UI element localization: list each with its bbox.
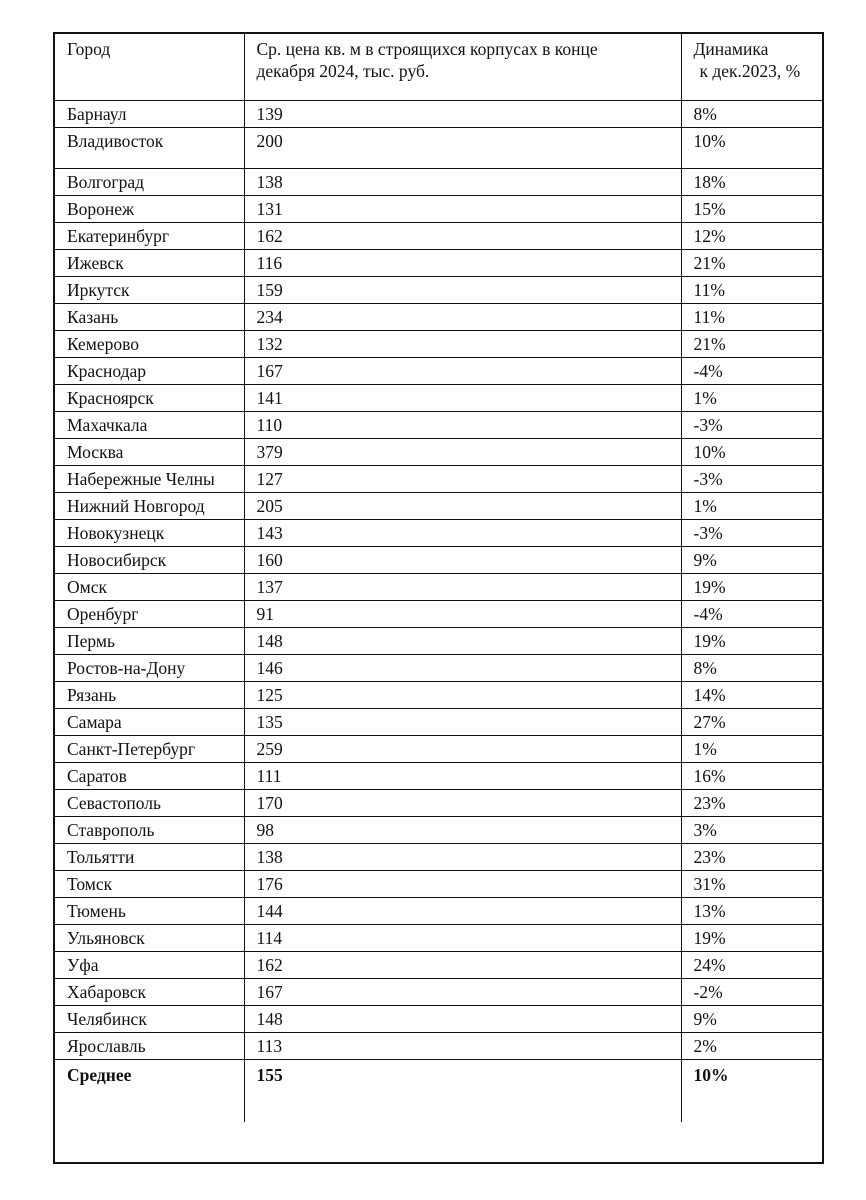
table-row xyxy=(55,168,822,195)
cell-price: 141 xyxy=(244,384,681,411)
header-change xyxy=(681,34,822,100)
cell-city: Омск xyxy=(55,573,244,600)
cell-price: 170 xyxy=(244,789,681,816)
cell-city: Самара xyxy=(55,708,244,735)
table-row xyxy=(55,789,822,816)
table-row xyxy=(55,654,822,681)
cell-change: 24% xyxy=(681,951,822,978)
cell-city: Санкт-Петербург xyxy=(55,735,244,762)
cell-city: Махачкала xyxy=(55,411,244,438)
cell-price: 91 xyxy=(244,600,681,627)
cell-price: 234 xyxy=(244,303,681,330)
cell-price: 148 xyxy=(244,627,681,654)
cell-price: 138 xyxy=(244,168,681,195)
cell-price: 162 xyxy=(244,951,681,978)
cell-city: Челябинск xyxy=(55,1005,244,1032)
table-row xyxy=(55,276,822,303)
cell-price: 143 xyxy=(244,519,681,546)
table-row xyxy=(55,100,822,127)
cell-change: 19% xyxy=(681,627,822,654)
table-row xyxy=(55,843,822,870)
table-row xyxy=(55,600,822,627)
cell-change: 10% xyxy=(681,438,822,465)
table-row xyxy=(55,681,822,708)
cell-price: 200 xyxy=(244,127,681,168)
cell-city: Уфа xyxy=(55,951,244,978)
cell-city: Барнаул xyxy=(55,100,244,127)
cell-city: Пермь xyxy=(55,627,244,654)
cell-price: 131 xyxy=(244,195,681,222)
cell-change: 8% xyxy=(681,654,822,681)
cell-city: Тюмень xyxy=(55,897,244,924)
table-row xyxy=(55,384,822,411)
cell-change: -3% xyxy=(681,519,822,546)
table-row xyxy=(55,465,822,492)
table-row xyxy=(55,627,822,654)
cell-price: 144 xyxy=(244,897,681,924)
cell-price: 114 xyxy=(244,924,681,951)
cell-city: Ярославль xyxy=(55,1032,244,1059)
cell-change: -3% xyxy=(681,411,822,438)
cell-city: Саратов xyxy=(55,762,244,789)
cell-change: 19% xyxy=(681,924,822,951)
cell-price: 135 xyxy=(244,708,681,735)
table-header-row xyxy=(55,34,822,100)
table-row xyxy=(55,357,822,384)
average-row xyxy=(55,1059,822,1122)
cell-change: 13% xyxy=(681,897,822,924)
cell-price: 205 xyxy=(244,492,681,519)
cell-change: -4% xyxy=(681,600,822,627)
cell-price: 259 xyxy=(244,735,681,762)
cell-price: 167 xyxy=(244,357,681,384)
table-row xyxy=(55,951,822,978)
cell-change: 31% xyxy=(681,870,822,897)
cell-price: 113 xyxy=(244,1032,681,1059)
cell-city: Ставрополь xyxy=(55,816,244,843)
cell-price: 176 xyxy=(244,870,681,897)
cell-change: 27% xyxy=(681,708,822,735)
cell-city: Владивосток xyxy=(55,127,244,168)
cell-city: Новосибирск xyxy=(55,546,244,573)
cell-price: 167 xyxy=(244,978,681,1005)
cell-change: -4% xyxy=(681,357,822,384)
table-row xyxy=(55,127,822,168)
cell-price: 148 xyxy=(244,1005,681,1032)
cell-price: 139 xyxy=(244,100,681,127)
table-row xyxy=(55,519,822,546)
cell-price: 125 xyxy=(244,681,681,708)
cell-change: 2% xyxy=(681,1032,822,1059)
cell-city: Иркутск xyxy=(55,276,244,303)
cell-city: Нижний Новгород xyxy=(55,492,244,519)
table-row xyxy=(55,735,822,762)
cell-city: Ростов-на-Дону xyxy=(55,654,244,681)
cell-city: Красноярск xyxy=(55,384,244,411)
table-row xyxy=(55,195,822,222)
cell-city: Москва xyxy=(55,438,244,465)
cell-change: 21% xyxy=(681,249,822,276)
average-price: 155 xyxy=(244,1059,681,1122)
cell-change: 3% xyxy=(681,816,822,843)
cell-price: 110 xyxy=(244,411,681,438)
cell-change: 9% xyxy=(681,546,822,573)
cell-change: 16% xyxy=(681,762,822,789)
cell-price: 132 xyxy=(244,330,681,357)
table-row xyxy=(55,708,822,735)
cell-price: 137 xyxy=(244,573,681,600)
cell-change: 1% xyxy=(681,492,822,519)
cell-change: -3% xyxy=(681,465,822,492)
header-price-line1: Ср. цена кв. м в строящихся корпусах в конце xyxy=(256,39,598,59)
cell-city: Тольятти xyxy=(55,843,244,870)
table-row xyxy=(55,546,822,573)
cell-change: 10% xyxy=(681,127,822,168)
table-row xyxy=(55,330,822,357)
table-row xyxy=(55,870,822,897)
cell-price: 116 xyxy=(244,249,681,276)
header-change-line1: Динамика xyxy=(693,39,769,59)
table-row xyxy=(55,762,822,789)
cell-city: Ижевск xyxy=(55,249,244,276)
cell-change: 12% xyxy=(681,222,822,249)
cell-change: 1% xyxy=(681,384,822,411)
cell-city: Екатеринбург xyxy=(55,222,244,249)
cell-city: Набережные Челны xyxy=(55,465,244,492)
header-change-line2: к дек.2023, % xyxy=(699,61,801,81)
table-body xyxy=(55,100,822,1059)
cell-change: 8% xyxy=(681,100,822,127)
cell-city: Оренбург xyxy=(55,600,244,627)
table-row xyxy=(55,816,822,843)
table-row xyxy=(55,573,822,600)
table-row xyxy=(55,222,822,249)
cell-price: 127 xyxy=(244,465,681,492)
price-table xyxy=(55,34,822,1122)
cell-city: Томск xyxy=(55,870,244,897)
cell-price: 160 xyxy=(244,546,681,573)
cell-change: 11% xyxy=(681,276,822,303)
cell-change: 23% xyxy=(681,843,822,870)
header-price xyxy=(244,34,681,100)
cell-change: -2% xyxy=(681,978,822,1005)
header-price-line2: декабря 2024, тыс. руб. xyxy=(256,61,430,81)
table-row xyxy=(55,978,822,1005)
cell-change: 19% xyxy=(681,573,822,600)
cell-city: Воронеж xyxy=(55,195,244,222)
price-table-sheet xyxy=(53,32,824,1164)
cell-price: 159 xyxy=(244,276,681,303)
cell-change: 1% xyxy=(681,735,822,762)
table-row xyxy=(55,1005,822,1032)
table-row xyxy=(55,249,822,276)
cell-change: 9% xyxy=(681,1005,822,1032)
cell-price: 162 xyxy=(244,222,681,249)
cell-change: 15% xyxy=(681,195,822,222)
cell-city: Севастополь xyxy=(55,789,244,816)
average-change: 10% xyxy=(681,1059,822,1122)
table-row xyxy=(55,1032,822,1059)
cell-city: Рязань xyxy=(55,681,244,708)
table-row xyxy=(55,303,822,330)
table-row xyxy=(55,411,822,438)
cell-city: Казань xyxy=(55,303,244,330)
cell-price: 379 xyxy=(244,438,681,465)
cell-price: 98 xyxy=(244,816,681,843)
cell-price: 138 xyxy=(244,843,681,870)
cell-city: Краснодар xyxy=(55,357,244,384)
cell-city: Ульяновск xyxy=(55,924,244,951)
cell-city: Новокузнецк xyxy=(55,519,244,546)
header-city: Город xyxy=(55,34,244,100)
cell-change: 14% xyxy=(681,681,822,708)
cell-change: 23% xyxy=(681,789,822,816)
cell-city: Хабаровск xyxy=(55,978,244,1005)
cell-price: 111 xyxy=(244,762,681,789)
cell-change: 11% xyxy=(681,303,822,330)
table-row xyxy=(55,924,822,951)
cell-price: 146 xyxy=(244,654,681,681)
cell-change: 18% xyxy=(681,168,822,195)
table-row xyxy=(55,438,822,465)
average-label: Среднее xyxy=(55,1059,244,1122)
cell-city: Волгоград xyxy=(55,168,244,195)
cell-city: Кемерово xyxy=(55,330,244,357)
table-row xyxy=(55,897,822,924)
table-row xyxy=(55,492,822,519)
cell-change: 21% xyxy=(681,330,822,357)
